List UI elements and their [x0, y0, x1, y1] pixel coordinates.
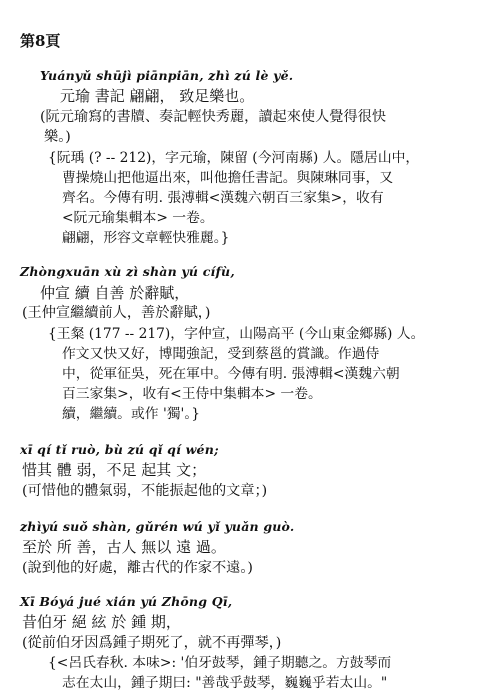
note-line: 中，從軍征吳，死在軍中。今傳有明. 張溥輯<漢魏六朝 [62, 366, 400, 382]
note-line: 曹操燒山把他逼出來，叫他擔任書記。與陳琳同事，又 [62, 170, 394, 186]
note-line: <阮元瑜集輯本> 一卷。 [62, 210, 214, 226]
translation-line: (阮元瑜寫的書牘、奏記輕快秀麗，讀起來使人覺得很快 [40, 109, 387, 125]
chinese-line: 至於 所 善，古人 無以 遠 過。 [22, 538, 226, 556]
note-line: {<呂氏春秋. 本味>: '伯牙鼓琴，鍾子期聽之。方鼓琴而 [48, 655, 392, 671]
note-line: 翩翩，形容文章輕快雅麗。} [62, 230, 230, 246]
note-line: {阮瑀 (? -- 212)，字元瑜，陳留 (今河南縣) 人。隱居山中， [48, 150, 420, 166]
pinyin-line: Yuányǔ shūjì piānpiān, zhì zú lè yě. [40, 68, 294, 83]
translation-line: (王仲宣繼續前人，善於辭賦，) [22, 305, 211, 321]
note-line: 百三家集>，收有<王侍中集輯本> 一卷。 [62, 386, 322, 402]
note-line: 作文又快又好，博聞強記，受到蔡邕的賞識。作過侍 [62, 346, 380, 362]
note-line: 志在太山，鍾子期曰: "善哉乎鼓琴，巍巍乎若太山。" [62, 675, 388, 691]
translation-line: (可惜他的體氣弱，不能振起他的文章；) [22, 483, 268, 499]
pinyin-line: zhìyú suǒ shàn, gǔrén wú yǐ yuǎn guò. [20, 519, 295, 534]
chinese-line: 昔伯牙 絕 絃 於 鍾 期， [22, 613, 181, 631]
chinese-line: 元瑜 書記 翩翩， 致足樂也。 [60, 87, 255, 105]
translation-line: (從前伯牙因爲鍾子期死了，就不再彈琴，) [22, 635, 282, 651]
chinese-line: 仲宣 續 自善 於辭賦， [40, 284, 190, 302]
page-label: 第8頁 [20, 32, 61, 50]
note-line: 齊名。今傳有明. 張溥輯<漢魏六朝百三家集>，收有 [62, 190, 384, 206]
pinyin-line: Xī Bóyá jué xián yú Zhōng Qī, [20, 594, 233, 609]
translation-line: 樂。) [44, 129, 71, 145]
pinyin-line: xī qí tǐ ruò, bù zú qǐ qí wén; [20, 442, 219, 457]
note-line: {王粲 (177 -- 217)，字仲宣，山陽高平 (今山東金鄉縣) 人。 [48, 326, 425, 342]
translation-line: (說到他的好處，離古代的作家不遠。) [22, 560, 253, 576]
chinese-line: 惜其 體 弱，不足 起其 文； [22, 461, 207, 479]
note-line: 續，繼續。或作 '獨'。} [62, 406, 201, 422]
pinyin-line: Zhòngxuān xù zì shàn yú cífù, [20, 264, 235, 279]
